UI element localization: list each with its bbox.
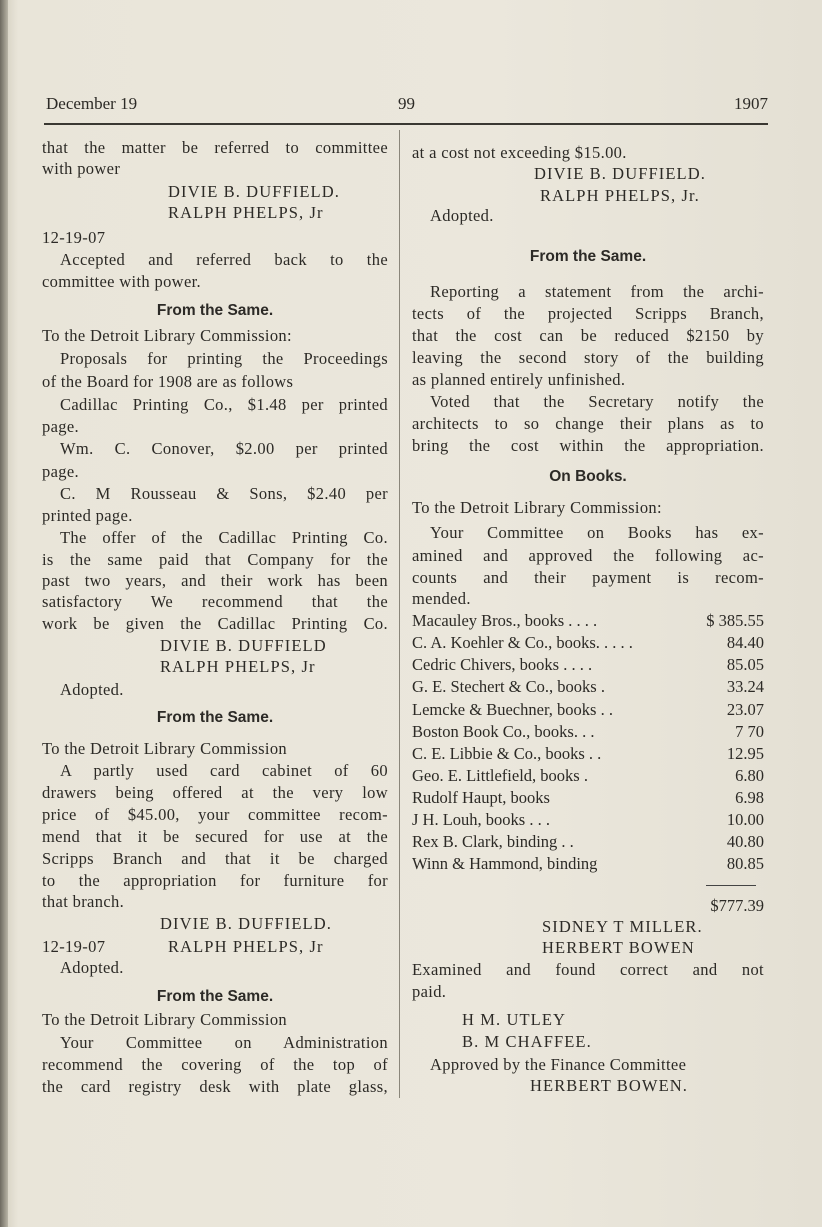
text-line: is the same paid that Company for the [42, 550, 388, 569]
account-amount: $ 385.55 [706, 611, 764, 630]
signature-line: H M. UTLEY [462, 1010, 567, 1029]
text-line: 12-19-07 [42, 228, 106, 247]
section-heading: From the Same. [156, 988, 274, 1005]
account-row [412, 853, 764, 875]
text-line: recommend the covering of the top of [42, 1055, 388, 1074]
text-line: Voted that the Secretary notify the [430, 392, 764, 411]
account-amount: 80.85 [726, 854, 764, 873]
text-line: Reporting a statement from the archi- [430, 282, 764, 301]
account-name: Boston Book Co., books. . . [412, 722, 595, 741]
section-heading: From the Same. [156, 302, 274, 319]
text-line: leaving the second story of the building [412, 348, 764, 367]
text-line: of the Board for 1908 are as follows [42, 372, 294, 391]
text-line: Your Committee on Administration [60, 1033, 388, 1052]
account-row [412, 654, 764, 676]
account-name: Cedric Chivers, books . . . . [412, 655, 593, 674]
account-amount: 23.07 [726, 700, 764, 719]
running-header [46, 94, 768, 118]
text-line: C. M Rousseau & Sons, $2.40 per [60, 484, 388, 503]
account-name: G. E. Stechert & Co., books . [412, 677, 605, 696]
text-line: Wm. C. Conover, $2.00 per printed [60, 439, 388, 458]
account-amount: 33.24 [726, 677, 764, 696]
text-line: Cadillac Printing Co., $1.48 per printed [60, 395, 388, 414]
text-line: committee with power. [42, 272, 202, 291]
account-amount: 12.95 [726, 744, 764, 763]
text-line: page. [42, 417, 80, 436]
account-name: J H. Louh, books . . . [412, 810, 550, 829]
signature-line: RALPH PHELPS, Jr [160, 657, 316, 676]
account-row [412, 809, 764, 831]
book-spine-shadow [0, 0, 8, 1227]
text-line: To the Detroit Library Commission [42, 1010, 288, 1029]
text-line: that the matter be referred to committee [42, 138, 388, 157]
account-amount: 6.98 [735, 788, 764, 807]
text-line: amined and approved the following ac- [412, 546, 764, 565]
signature-date: 12-19-07 [42, 937, 106, 956]
header-year: 1907 [734, 94, 768, 113]
signature-line: B. M CHAFFEE. [462, 1032, 592, 1051]
text-line: To the Detroit Library Commission [42, 739, 288, 758]
account-name: Geo. E. Littlefield, books . [412, 766, 588, 785]
account-row [412, 787, 764, 809]
sum-rule [706, 885, 756, 886]
text-line: the card registry desk with plate glass, [42, 1077, 388, 1096]
text-line: counts and their payment is recom- [412, 568, 764, 587]
signature-line: DIVIE B. DUFFIELD [160, 636, 327, 655]
account-row [412, 610, 764, 632]
text-line: work be given the Cadillac Printing Co. [42, 614, 388, 633]
text-line: price of $45.00, your committee recom- [42, 805, 388, 824]
text-line: that the cost can be reduced $2150 by [412, 326, 764, 345]
account-row [412, 743, 764, 765]
signature-line: RALPH PHELPS, Jr [168, 203, 324, 222]
column-divider [399, 130, 400, 1098]
text-line: mended. [412, 589, 471, 608]
text-line: Proposals for printing the Proceedings [60, 349, 388, 368]
text-line: mend that it be secured for use at the [42, 827, 388, 846]
account-name: Winn & Hammond, binding [412, 854, 598, 873]
text-line: printed page. [42, 506, 133, 525]
account-amount: 40.80 [726, 832, 764, 851]
text-line: Adopted. [430, 206, 494, 225]
signature-name: RALPH PHELPS, Jr [168, 937, 324, 956]
account-row [412, 699, 764, 721]
text-line: To the Detroit Library Commission: [42, 326, 292, 345]
account-amount: 10.00 [726, 810, 764, 829]
text-line: Adopted. [60, 958, 124, 977]
account-amount: 85.05 [726, 655, 764, 674]
section-heading: From the Same. [529, 248, 647, 265]
text-line: drawers being offered at the very low [42, 783, 388, 802]
account-name: Rex B. Clark, binding . . [412, 832, 574, 851]
dated-signature-line [42, 936, 388, 958]
text-line: with power [42, 159, 121, 178]
signature-line: HERBERT BOWEN. [530, 1076, 689, 1095]
text-line: Approved by the Finance Committee [430, 1055, 687, 1074]
text-line: to the appropriation for furniture for [42, 871, 388, 890]
text-line: Examined and found correct and not [412, 960, 764, 979]
signature-line: SIDNEY T MILLER. [542, 917, 703, 936]
text-line: paid. [412, 982, 447, 1001]
text-line: that branch. [42, 892, 125, 911]
account-row [412, 765, 764, 787]
text-line: A partly used card cabinet of 60 [60, 761, 388, 780]
account-row [412, 676, 764, 698]
account-total-row [412, 895, 764, 917]
account-amount: 84.40 [726, 633, 764, 652]
page-number: 99 [398, 94, 415, 113]
signature-line: HERBERT BOWEN [542, 938, 695, 957]
text-line: Your Committee on Books has ex- [430, 523, 764, 542]
account-row [412, 632, 764, 654]
header-rule [44, 123, 768, 125]
section-heading: From the Same. [156, 709, 274, 726]
account-name: C. E. Libbie & Co., books . . [412, 744, 602, 763]
account-amount: 7 70 [735, 722, 764, 741]
text-line: bring the cost within the appropriation. [412, 436, 764, 455]
text-line: at a cost not exceeding $15.00. [412, 143, 627, 162]
signature-line: DIVIE B. DUFFIELD. [160, 914, 332, 933]
text-line: as planned entirely unfinished. [412, 370, 626, 389]
section-heading: On Books. [549, 468, 627, 485]
text-line: past two years, and their work has been [42, 571, 388, 590]
account-amount: $777.39 [710, 896, 764, 915]
account-name: Lemcke & Buechner, books . . [412, 700, 613, 719]
text-line: Adopted. [60, 680, 124, 699]
account-name: Macauley Bros., books . . . . [412, 611, 598, 630]
text-line: Accepted and referred back to the [60, 250, 388, 269]
signature-line: DIVIE B. DUFFIELD. [168, 182, 340, 201]
text-line: page. [42, 462, 80, 481]
signature-line: DIVIE B. DUFFIELD. [534, 164, 706, 183]
account-name: Rudolf Haupt, books [412, 788, 550, 807]
account-row [412, 721, 764, 743]
account-amount: 6.80 [735, 766, 764, 785]
text-line: architects to so change their plans as to [412, 414, 764, 433]
text-line: tects of the projected Scripps Branch, [412, 304, 764, 323]
text-line: satisfactory We recommend that the [42, 592, 388, 611]
account-name: C. A. Koehler & Co., books. . . . . [412, 633, 633, 652]
text-line: The offer of the Cadillac Printing Co. [60, 528, 388, 547]
signature-line: RALPH PHELPS, Jr. [540, 186, 700, 205]
header-date: December 19 [46, 94, 138, 113]
text-line: Scripps Branch and that it be charged [42, 849, 388, 868]
text-line: To the Detroit Library Commission: [412, 498, 662, 517]
account-row [412, 831, 764, 853]
